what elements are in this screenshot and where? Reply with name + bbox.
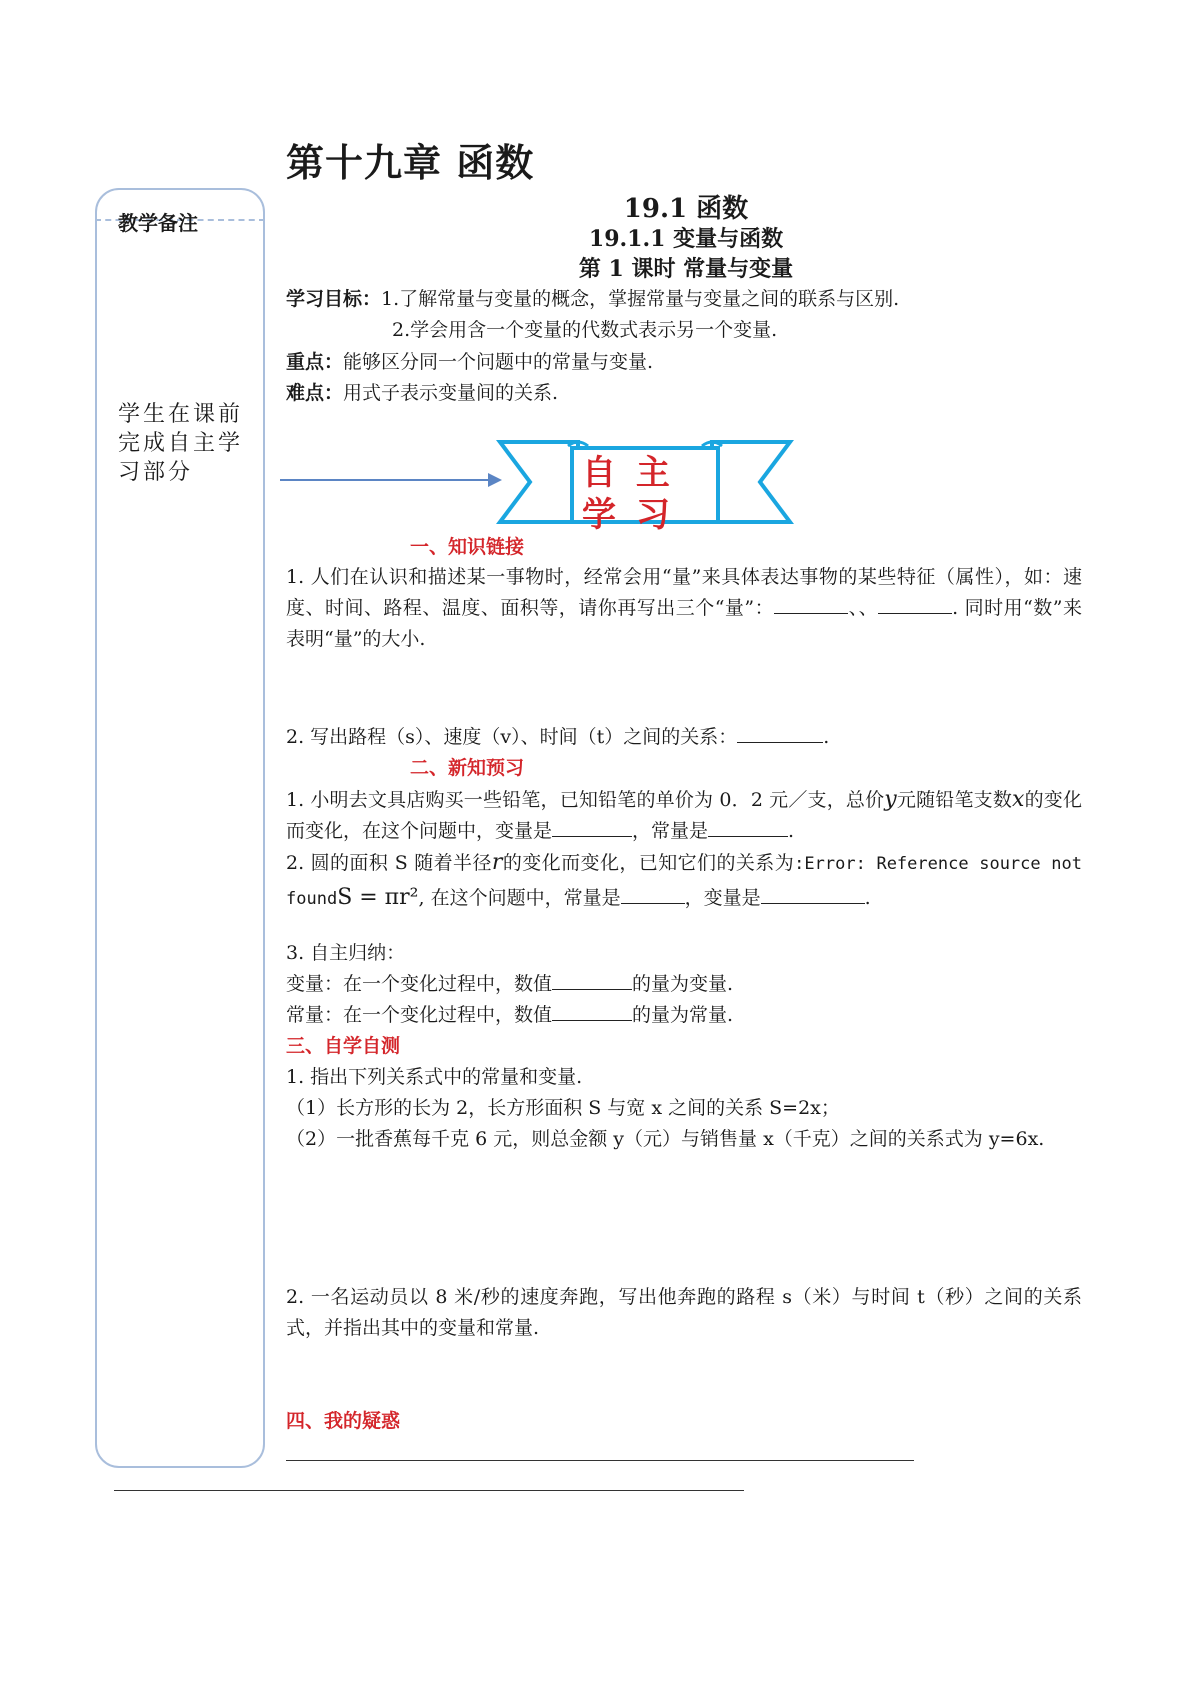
key-point-text: 能够区分同一个问题中的常量与变量.: [343, 351, 654, 373]
var-y: y: [884, 787, 897, 812]
part2-q1-text: 1. 小明去文具店购买一些铅笔，已知铅笔的单价为 0．2 元／支，总价: [286, 789, 885, 811]
key-point: [286, 347, 1086, 377]
answer-blank-4[interactable]: [552, 818, 632, 837]
variable-definition: [286, 969, 1086, 999]
part2-q3: 3. 自主归纳：: [286, 942, 406, 964]
answer-blank-1[interactable]: [774, 595, 848, 614]
answer-blank-8[interactable]: [552, 971, 632, 990]
variable-text-end: 的量为变量.: [632, 973, 734, 995]
variable-text: 变量：在一个变化过程中，数值: [286, 973, 553, 995]
part2-q1-text2: 元随铅笔支数: [896, 789, 1012, 811]
part3-q2: 2. 一名运动员以 8 米/秒的速度奔跑，写出他奔跑的路程 s（米）与时间 t（秒）之间的关系式，并指出其中的变量和常量.: [286, 1286, 1082, 1339]
area-formula: S = πr²: [337, 885, 419, 910]
sidebar-box: [95, 188, 265, 1468]
part2-q2: [286, 846, 1082, 916]
part2-q2-text4: ，变量是: [684, 887, 761, 909]
section-title: 19.1 函数: [623, 194, 749, 224]
answer-blank-7[interactable]: [761, 885, 865, 904]
part2-q1-text4: ，常量是: [632, 820, 709, 842]
answer-blank-3[interactable]: [737, 724, 823, 743]
var-x: x: [1012, 787, 1025, 812]
part2-q1: [286, 784, 1082, 847]
answer-blank-5[interactable]: [708, 818, 788, 837]
constant-definition: [286, 1000, 1086, 1030]
part2-q2-text2: 的变化而变化，已知它们的关系为: [502, 852, 795, 874]
var-r: r: [491, 850, 503, 875]
part2-q2-text: 2. 圆的面积 S 随着半径: [286, 852, 492, 874]
part3-q1: 1. 指出下列关系式中的常量和变量.: [286, 1066, 583, 1088]
objective-item-1: 1.了解常量与变量的概念，掌握常量与变量之间的联系与区别.: [381, 288, 900, 310]
part2-heading: 二、新知预习: [410, 757, 525, 779]
part1-q2-end: .: [823, 726, 830, 748]
constant-text-end: 的量为常量.: [632, 1004, 734, 1026]
answer-blank-9[interactable]: [552, 1002, 632, 1021]
difficulty: [286, 378, 1086, 408]
arrow-right-icon: [280, 470, 505, 490]
part1-q2: [286, 722, 1086, 752]
part2-q2-text3: , 在这个问题中，常量是: [418, 887, 621, 909]
lesson-title: 第 1 课时 常量与变量: [578, 256, 794, 282]
part2-q2-end: .: [864, 887, 871, 909]
part1-q1-sep2: 、: [858, 597, 879, 619]
reference-error-text: :Error: Reference source not found: [286, 854, 1082, 909]
part1-q1: [286, 562, 1082, 655]
part1-q2-text: 2. 写出路程（s）、速度（v）、时间（t）之间的关系：: [286, 726, 738, 748]
answer-blank-2[interactable]: [878, 595, 952, 614]
part1-q1-text: 1. 人们在认识和描述某一事物时，经常会用“量”来具体表达事物的某些特征（属性），如：速度、时间、路程、温度、面积等，请你再写出三个“量”：: [286, 566, 1082, 619]
constant-text: 常量：在一个变化过程中，数值: [286, 1004, 553, 1026]
answer-line-2[interactable]: [114, 1490, 744, 1491]
part2-q1-text3: 的变化而变化，在这个问题中，变量是: [286, 789, 1082, 842]
part1-q1-sep: 、: [848, 597, 859, 619]
part3-q1-1: （1）长方形的长为 2，长方形面积 S 与宽 x 之间的关系 S=2x；: [286, 1097, 840, 1119]
difficulty-label: 难点：: [286, 382, 344, 404]
part3-q1-2: （2）一批香蕉每千克 6 元，则总金额 y（元）与销售量 x（千克）之间的关系式为 y=6x.: [286, 1128, 1045, 1150]
part4-heading: 四、我的疑惑: [286, 1410, 401, 1432]
sidebar-note: 学生在课前完成自主学习部分: [118, 402, 244, 485]
key-point-label: 重点：: [286, 351, 344, 373]
answer-blank-6[interactable]: [621, 885, 685, 904]
chapter-title: 第十九章 函数: [286, 141, 535, 185]
banner-text: 自 主 学 习: [582, 453, 674, 535]
answer-line-1[interactable]: [286, 1460, 914, 1461]
objectives-line-1: [286, 284, 1086, 314]
part1-q1-end: . 同时用“数”来表明“量”的大小.: [286, 597, 1082, 650]
subsection-title: 19.1.1 变量与函数: [588, 226, 784, 252]
part1-heading: 一、知识链接: [410, 536, 525, 558]
difficulty-text: 用式子表示变量间的关系.: [343, 382, 559, 404]
part3-heading: 三、自学自测: [286, 1035, 401, 1057]
sidebar-title: 教学备注: [118, 211, 198, 235]
part2-q1-end: .: [788, 820, 795, 842]
objective-item-2: 2.学会用含一个变量的代数式表示另一个变量.: [392, 319, 778, 341]
objectives-label: 学习目标：: [286, 288, 382, 310]
